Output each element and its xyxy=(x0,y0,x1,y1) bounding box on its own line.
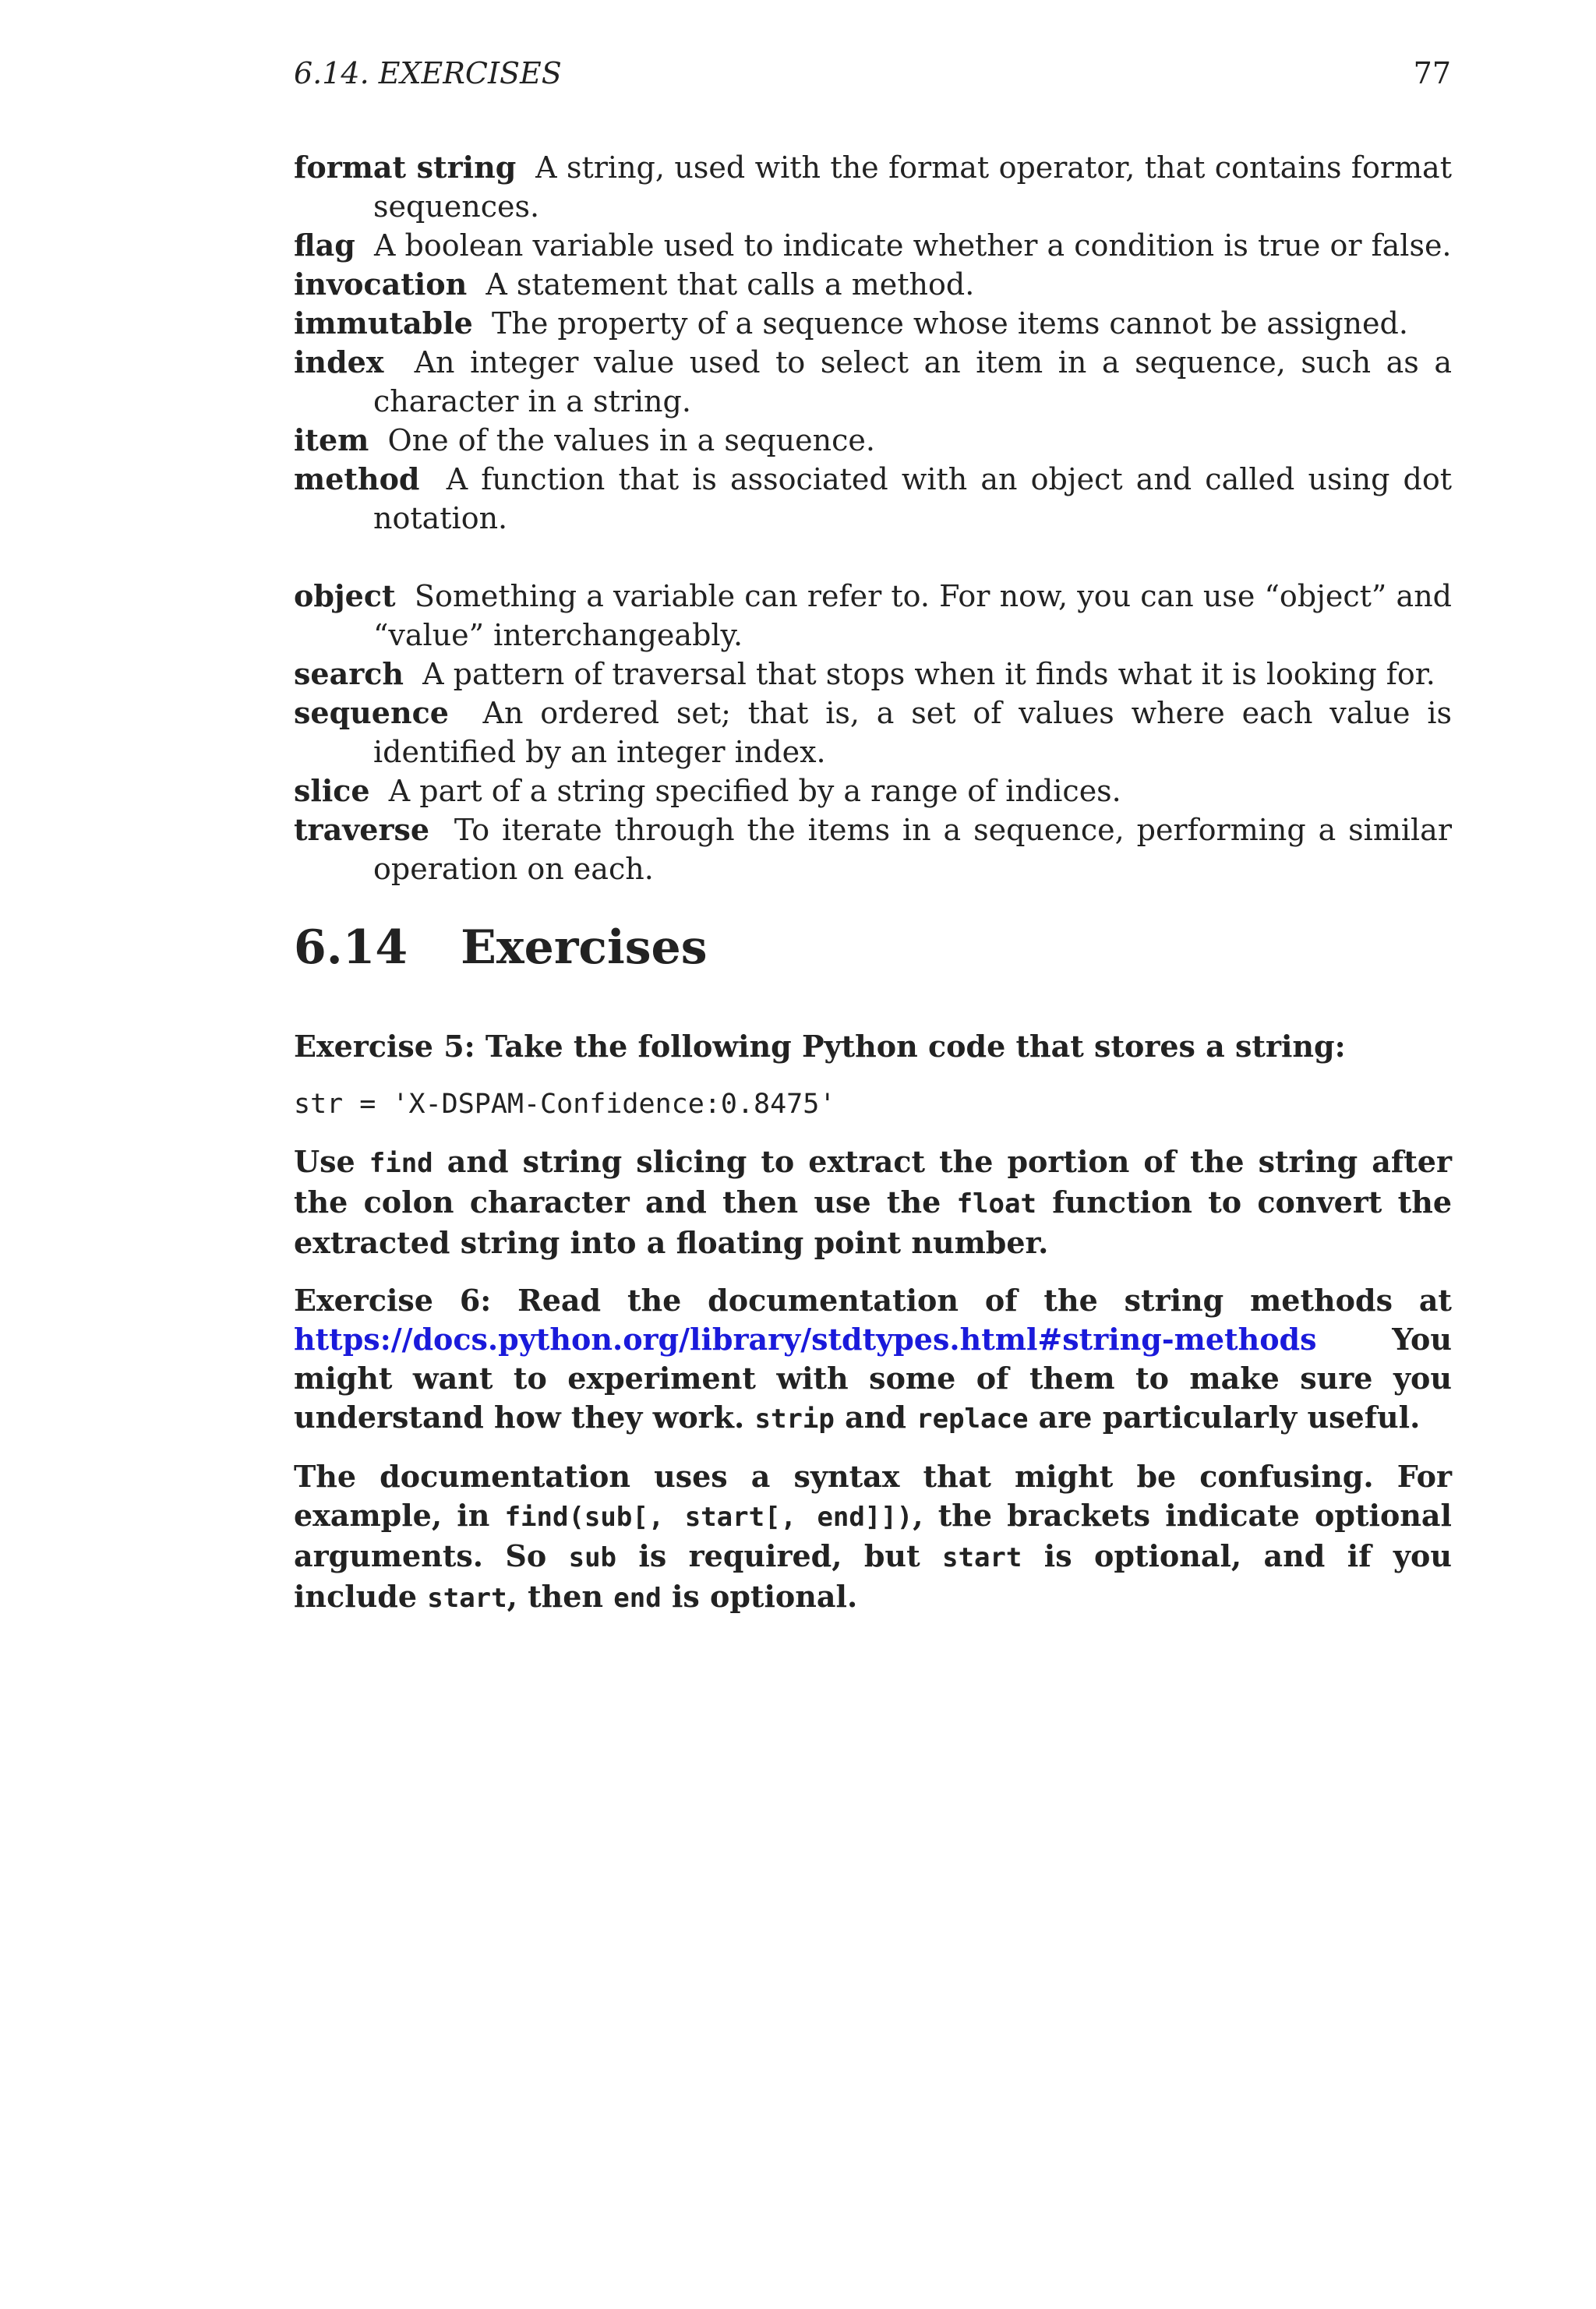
glossary-definition: A part of a string specified by a range of indices. xyxy=(388,774,1121,808)
glossary-term: slice xyxy=(294,773,370,808)
code-snippet: str = 'X-DSPAM-Confidence:0.8475' xyxy=(294,1089,836,1120)
exercise-6-prompt xyxy=(294,1281,1452,1439)
inline-code-strip: strip xyxy=(754,1403,835,1435)
inline-code-float: float xyxy=(956,1188,1036,1220)
instruction-text: and string slicing to extract the portion of the string after the colon character and then use the xyxy=(294,1144,1452,1220)
glossary-entry xyxy=(294,304,1452,343)
note-text: is optional. xyxy=(661,1579,858,1614)
glossary-entry xyxy=(294,771,1452,810)
glossary-definition: A function that is associated with an object and called using dot notation. xyxy=(373,462,1452,535)
inline-code-start: start xyxy=(942,1542,1022,1573)
note-text: is optional, and if you include xyxy=(294,1538,1452,1614)
glossary-term: index xyxy=(294,344,384,380)
exercise-label: Exercise 6: xyxy=(294,1283,492,1318)
glossary-term: flag xyxy=(294,228,355,263)
glossary-definition: A pattern of traversal that stops when it finds what it is looking for. xyxy=(422,657,1435,691)
glossary-definition: The property of a sequence whose items cannot be assigned. xyxy=(492,306,1408,341)
glossary-term: method xyxy=(294,461,420,496)
inline-code-replace: replace xyxy=(916,1403,1029,1435)
exercise-6-note xyxy=(294,1457,1452,1618)
header-section-ref: 6.14. EXERCISES xyxy=(294,56,562,90)
inline-code-start: start xyxy=(427,1583,507,1614)
glossary-entry xyxy=(294,577,1452,655)
inline-code-find: find xyxy=(369,1148,433,1179)
inline-code-find-signature: find(sub[, start[, end]]) xyxy=(504,1502,913,1533)
glossary-definition: Something a variable can refer to. For now, you can use “object” and “value” interchangeably. xyxy=(373,579,1452,652)
glossary-term: traverse xyxy=(294,812,430,847)
exercise-5-prompt xyxy=(294,1027,1452,1066)
glossary-definition: A statement that calls a method. xyxy=(486,267,975,302)
note-text: , the brackets indicate optional arguments. So xyxy=(294,1498,1452,1573)
glossary-definition: To iterate through the items in a sequence, performing a similar operation on each. xyxy=(373,813,1452,886)
glossary-list xyxy=(294,148,1452,888)
glossary-entry xyxy=(294,810,1452,888)
glossary-entry xyxy=(294,460,1452,538)
note-text: , then xyxy=(507,1579,614,1614)
running-header xyxy=(294,56,1451,92)
exercise-text: Read the documentation of the string methods at xyxy=(517,1283,1452,1318)
glossary-entry xyxy=(294,343,1452,421)
glossary-term: format string xyxy=(294,150,517,185)
glossary-term: immutable xyxy=(294,305,473,341)
exercise-text: You might want to experiment with some of them to make sure you understand how they work. xyxy=(294,1322,1452,1435)
glossary-term: invocation xyxy=(294,267,468,302)
glossary-definition: A boolean variable used to indicate whether a condition is true or false. xyxy=(374,228,1452,263)
inline-code-sub: sub xyxy=(568,1542,617,1573)
section-heading xyxy=(294,920,708,976)
exercise-text: are particularly useful. xyxy=(1028,1400,1421,1435)
exercise-5-instructions xyxy=(294,1142,1452,1262)
section-title: Exercises xyxy=(461,920,708,975)
glossary-entry xyxy=(294,265,1452,304)
exercise-label: Exercise 5: xyxy=(294,1029,475,1064)
glossary-entry xyxy=(294,421,1452,460)
page-number: 77 xyxy=(1413,56,1451,90)
instruction-text: function to convert the extracted string into a floating point number. xyxy=(294,1185,1452,1260)
exercises-body xyxy=(294,1027,1452,1636)
glossary-term: object xyxy=(294,578,396,613)
glossary-entry xyxy=(294,226,1452,265)
instruction-text: Use xyxy=(294,1144,369,1179)
note-text: is required, but xyxy=(616,1538,943,1573)
inline-code-end: end xyxy=(613,1583,662,1614)
glossary-term: search xyxy=(294,656,404,691)
glossary-entry xyxy=(294,694,1452,771)
note-text: The documentation uses a syntax that might be confusing. For example, in xyxy=(294,1459,1452,1533)
glossary-definition: A string, used with the format operator, that contains format sequences. xyxy=(373,150,1452,224)
exercise-text: Take the following Python code that stores a string: xyxy=(485,1029,1346,1064)
glossary-entry xyxy=(294,148,1452,226)
glossary-term: sequence xyxy=(294,695,449,730)
documentation-link[interactable]: https://docs.python.org/library/stdtypes.html#string-methods xyxy=(294,1322,1317,1357)
section-number: 6.14 xyxy=(294,920,408,975)
glossary-definition: One of the values in a sequence. xyxy=(387,423,875,457)
glossary-entry xyxy=(294,655,1452,694)
glossary-definition: An integer value used to select an item in a sequence, such as a character in a string. xyxy=(373,345,1452,418)
glossary-term: item xyxy=(294,422,369,457)
glossary-definition: An ordered set; that is, a set of values where each value is identified by an integer index. xyxy=(373,696,1452,769)
exercise-text: and xyxy=(834,1400,917,1435)
